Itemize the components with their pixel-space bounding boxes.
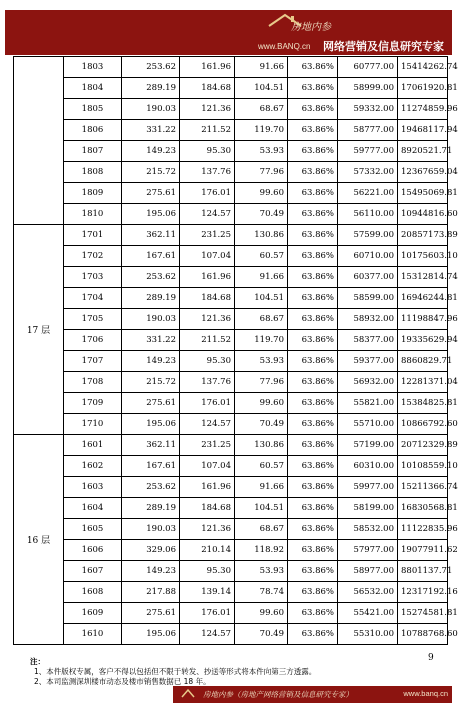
usage-rate-cell: 63.86%	[288, 78, 338, 99]
table-row	[14, 267, 448, 288]
building-area-cell: 167.61	[122, 246, 180, 267]
room-number-cell: 1610	[64, 624, 122, 645]
usage-rate-cell: 63.86%	[288, 225, 338, 246]
building-area-cell: 289.19	[122, 498, 180, 519]
room-number-cell: 1803	[64, 57, 122, 78]
table-row	[14, 288, 448, 309]
room-number-cell: 1708	[64, 372, 122, 393]
inner-area-cell: 137.76	[180, 162, 235, 183]
unit-price-cell: 55821.00	[338, 393, 398, 414]
total-price-cell: 15211366.74	[398, 477, 448, 498]
building-area-cell: 195.06	[122, 624, 180, 645]
unit-price-table	[13, 56, 458, 645]
table-row	[14, 477, 448, 498]
usage-rate-cell: 63.86%	[288, 393, 338, 414]
footer-text: 房地内参（房地产网络营销及信息研究专家）	[203, 690, 353, 699]
inner-area-cell: 161.96	[180, 477, 235, 498]
table-row	[14, 624, 448, 645]
total-price-cell: 12317192.16	[398, 582, 448, 603]
room-number-cell: 1602	[64, 456, 122, 477]
inner-area-cell: 139.14	[180, 582, 235, 603]
table-row	[14, 540, 448, 561]
page-footer-banner	[173, 686, 452, 703]
room-number-cell: 1705	[64, 309, 122, 330]
room-number-cell: 1607	[64, 561, 122, 582]
unit-price-cell: 55421.00	[338, 603, 398, 624]
inner-area-cell: 211.52	[180, 120, 235, 141]
unit-price-cell: 60710.00	[338, 246, 398, 267]
total-price-cell: 15312814.74	[398, 267, 448, 288]
total-price-cell: 10944816.60	[398, 204, 448, 225]
building-area-cell: 253.62	[122, 477, 180, 498]
usage-rate-cell: 63.86%	[288, 603, 338, 624]
shared-area-cell: 119.70	[235, 120, 288, 141]
building-area-cell: 253.62	[122, 57, 180, 78]
usage-rate-cell: 63.86%	[288, 183, 338, 204]
unit-price-cell: 59332.00	[338, 99, 398, 120]
table-row	[14, 141, 448, 162]
building-area-cell: 275.61	[122, 183, 180, 204]
total-price-cell: 10108559.10	[398, 456, 448, 477]
building-area-cell: 253.62	[122, 267, 180, 288]
building-area-cell: 331.22	[122, 120, 180, 141]
total-price-cell: 8860829.71	[398, 351, 448, 372]
unit-price-cell: 57599.00	[338, 225, 398, 246]
room-number-cell: 1807	[64, 141, 122, 162]
table-row	[14, 225, 448, 246]
table-row	[14, 393, 448, 414]
usage-rate-cell: 63.86%	[288, 57, 338, 78]
inner-area-cell: 231.25	[180, 435, 235, 456]
unit-price-cell: 58977.00	[338, 561, 398, 582]
inner-area-cell: 121.36	[180, 519, 235, 540]
table-row	[14, 162, 448, 183]
building-area-cell: 215.72	[122, 162, 180, 183]
room-number-cell: 1609	[64, 603, 122, 624]
room-number-cell: 1806	[64, 120, 122, 141]
usage-rate-cell: 63.86%	[288, 330, 338, 351]
unit-price-cell: 58377.00	[338, 330, 398, 351]
total-price-cell: 12281371.04	[398, 372, 448, 393]
table-row	[14, 498, 448, 519]
inner-area-cell: 124.57	[180, 414, 235, 435]
usage-rate-cell: 63.86%	[288, 582, 338, 603]
inner-area-cell: 231.25	[180, 225, 235, 246]
shared-area-cell: 99.60	[235, 603, 288, 624]
building-area-cell: 195.06	[122, 414, 180, 435]
usage-rate-cell: 63.86%	[288, 267, 338, 288]
room-number-cell: 1603	[64, 477, 122, 498]
inner-area-cell: 95.30	[180, 351, 235, 372]
inner-area-cell: 161.96	[180, 57, 235, 78]
usage-rate-cell: 63.86%	[288, 498, 338, 519]
usage-rate-cell: 63.86%	[288, 435, 338, 456]
total-price-cell: 11198847.96	[398, 309, 448, 330]
shared-area-cell: 70.49	[235, 414, 288, 435]
table-row	[14, 519, 448, 540]
usage-rate-cell: 63.86%	[288, 624, 338, 645]
shared-area-cell: 68.67	[235, 99, 288, 120]
shared-area-cell: 68.67	[235, 309, 288, 330]
total-price-cell: 11274859.96	[398, 99, 448, 120]
shared-area-cell: 130.86	[235, 225, 288, 246]
inner-area-cell: 124.57	[180, 624, 235, 645]
shared-area-cell: 118.92	[235, 540, 288, 561]
building-area-cell: 217.88	[122, 582, 180, 603]
total-price-cell: 16946244.81	[398, 288, 448, 309]
total-price-cell: 15495069.81	[398, 183, 448, 204]
building-area-cell: 289.19	[122, 288, 180, 309]
note-line-2: 2、本司监测深圳楼市动态及楼市销售数据已 18 年。	[34, 677, 211, 686]
shared-area-cell: 104.51	[235, 288, 288, 309]
shared-area-cell: 91.66	[235, 477, 288, 498]
inner-area-cell: 107.04	[180, 246, 235, 267]
unit-price-cell: 55310.00	[338, 624, 398, 645]
building-area-cell: 331.22	[122, 330, 180, 351]
shared-area-cell: 77.96	[235, 372, 288, 393]
room-number-cell: 1810	[64, 204, 122, 225]
inner-area-cell: 184.68	[180, 498, 235, 519]
total-price-cell: 15414262.74	[398, 57, 448, 78]
table-row	[14, 456, 448, 477]
shared-area-cell: 53.93	[235, 351, 288, 372]
unit-price-cell: 58777.00	[338, 120, 398, 141]
table-row	[14, 78, 448, 99]
building-area-cell: 149.23	[122, 561, 180, 582]
total-price-cell: 15384825.81	[398, 393, 448, 414]
table-row	[14, 183, 448, 204]
table-row	[14, 309, 448, 330]
usage-rate-cell: 63.86%	[288, 477, 338, 498]
usage-rate-cell: 63.86%	[288, 540, 338, 561]
shared-area-cell: 53.93	[235, 561, 288, 582]
total-price-cell: 19335629.94	[398, 330, 448, 351]
building-area-cell: 289.19	[122, 78, 180, 99]
unit-price-cell: 55710.00	[338, 414, 398, 435]
shared-area-cell: 53.93	[235, 141, 288, 162]
inner-area-cell: 161.96	[180, 267, 235, 288]
usage-rate-cell: 63.86%	[288, 120, 338, 141]
total-price-cell: 20857173.89	[398, 225, 448, 246]
room-number-cell: 1605	[64, 519, 122, 540]
building-area-cell: 329.06	[122, 540, 180, 561]
table-row	[14, 372, 448, 393]
inner-area-cell: 107.04	[180, 456, 235, 477]
room-number-cell: 1707	[64, 351, 122, 372]
shared-area-cell: 104.51	[235, 78, 288, 99]
shared-area-cell: 119.70	[235, 330, 288, 351]
total-price-cell: 10866792.60	[398, 414, 448, 435]
usage-rate-cell: 63.86%	[288, 561, 338, 582]
header-slogan: 网络营销及信息研究专家	[323, 40, 444, 53]
usage-rate-cell: 63.86%	[288, 141, 338, 162]
shared-area-cell: 70.49	[235, 624, 288, 645]
total-price-cell: 16830568.81	[398, 498, 448, 519]
usage-rate-cell: 63.86%	[288, 99, 338, 120]
total-price-cell: 8801137.71	[398, 561, 448, 582]
building-area-cell: 275.61	[122, 393, 180, 414]
building-area-cell: 362.11	[122, 435, 180, 456]
usage-rate-cell: 63.86%	[288, 204, 338, 225]
building-area-cell: 149.23	[122, 351, 180, 372]
floor-label-cell: 16 层	[14, 435, 64, 645]
building-area-cell: 167.61	[122, 456, 180, 477]
table-row	[14, 561, 448, 582]
total-price-cell: 17061920.81	[398, 78, 448, 99]
table-row	[14, 330, 448, 351]
shared-area-cell: 60.57	[235, 456, 288, 477]
building-area-cell: 190.03	[122, 309, 180, 330]
usage-rate-cell: 63.86%	[288, 351, 338, 372]
floor-label-cell	[14, 57, 64, 225]
table-row	[14, 603, 448, 624]
inner-area-cell: 137.76	[180, 372, 235, 393]
unit-price-cell: 58532.00	[338, 519, 398, 540]
shared-area-cell: 130.86	[235, 435, 288, 456]
shared-area-cell: 99.60	[235, 393, 288, 414]
table-row	[14, 351, 448, 372]
inner-area-cell: 121.36	[180, 99, 235, 120]
room-number-cell: 1805	[64, 99, 122, 120]
table-row	[14, 204, 448, 225]
total-price-cell: 19468117.94	[398, 120, 448, 141]
unit-price-cell: 60377.00	[338, 267, 398, 288]
building-area-cell: 190.03	[122, 99, 180, 120]
room-number-cell: 1704	[64, 288, 122, 309]
usage-rate-cell: 63.86%	[288, 414, 338, 435]
unit-price-cell: 58999.00	[338, 78, 398, 99]
room-number-cell: 1703	[64, 267, 122, 288]
table-row	[14, 57, 448, 78]
total-price-cell: 19077911.62	[398, 540, 448, 561]
usage-rate-cell: 63.86%	[288, 162, 338, 183]
site-url: www.BANQ.cn	[258, 42, 311, 51]
usage-rate-cell: 63.86%	[288, 246, 338, 267]
unit-price-cell: 56932.00	[338, 372, 398, 393]
unit-price-cell: 56221.00	[338, 183, 398, 204]
unit-price-cell: 59777.00	[338, 141, 398, 162]
unit-price-cell: 58932.00	[338, 309, 398, 330]
inner-area-cell: 176.01	[180, 183, 235, 204]
building-area-cell: 275.61	[122, 603, 180, 624]
total-price-cell: 11122835.96	[398, 519, 448, 540]
notes-block	[30, 657, 424, 687]
room-number-cell: 1809	[64, 183, 122, 204]
inner-area-cell: 184.68	[180, 78, 235, 99]
inner-area-cell: 211.52	[180, 330, 235, 351]
room-number-cell: 1808	[64, 162, 122, 183]
footer-url: www.banq.cn	[403, 689, 448, 698]
building-area-cell: 215.72	[122, 372, 180, 393]
unit-price-cell: 58199.00	[338, 498, 398, 519]
house-logo-icon	[181, 688, 195, 699]
usage-rate-cell: 63.86%	[288, 309, 338, 330]
inner-area-cell: 95.30	[180, 561, 235, 582]
inner-area-cell: 95.30	[180, 141, 235, 162]
table-row	[14, 99, 448, 120]
inner-area-cell: 184.68	[180, 288, 235, 309]
unit-price-cell: 56532.00	[338, 582, 398, 603]
shared-area-cell: 99.60	[235, 183, 288, 204]
room-number-cell: 1702	[64, 246, 122, 267]
table-row	[14, 582, 448, 603]
room-number-cell: 1606	[64, 540, 122, 561]
shared-area-cell: 91.66	[235, 267, 288, 288]
shared-area-cell: 91.66	[235, 57, 288, 78]
unit-price-cell: 56110.00	[338, 204, 398, 225]
shared-area-cell: 70.49	[235, 204, 288, 225]
shared-area-cell: 78.74	[235, 582, 288, 603]
table-row	[14, 246, 448, 267]
inner-area-cell: 121.36	[180, 309, 235, 330]
inner-area-cell: 176.01	[180, 603, 235, 624]
notes-heading: 注：	[30, 657, 45, 666]
unit-price-cell: 58599.00	[338, 288, 398, 309]
table-row	[14, 435, 448, 456]
total-price-cell: 10788768.60	[398, 624, 448, 645]
table-row	[14, 120, 448, 141]
table-row	[14, 414, 448, 435]
floor-label-cell: 17 层	[14, 225, 64, 435]
building-area-cell: 190.03	[122, 519, 180, 540]
shared-area-cell: 77.96	[235, 162, 288, 183]
room-number-cell: 1608	[64, 582, 122, 603]
total-price-cell: 15274581.81	[398, 603, 448, 624]
room-number-cell: 1604	[64, 498, 122, 519]
total-price-cell: 20712329.89	[398, 435, 448, 456]
unit-price-cell: 59977.00	[338, 477, 398, 498]
shared-area-cell: 104.51	[235, 498, 288, 519]
building-area-cell: 149.23	[122, 141, 180, 162]
inner-area-cell: 124.57	[180, 204, 235, 225]
unit-price-cell: 57199.00	[338, 435, 398, 456]
unit-price-cell: 57332.00	[338, 162, 398, 183]
page-number: 9	[428, 653, 434, 663]
unit-price-cell: 60777.00	[338, 57, 398, 78]
room-number-cell: 1709	[64, 393, 122, 414]
shared-area-cell: 68.67	[235, 519, 288, 540]
total-price-cell: 12367659.04	[398, 162, 448, 183]
room-number-cell: 1804	[64, 78, 122, 99]
room-number-cell: 1601	[64, 435, 122, 456]
inner-area-cell: 176.01	[180, 393, 235, 414]
inner-area-cell: 210.14	[180, 540, 235, 561]
unit-price-cell: 60310.00	[338, 456, 398, 477]
building-area-cell: 195.06	[122, 204, 180, 225]
usage-rate-cell: 63.86%	[288, 519, 338, 540]
brand-name: 房地内参	[291, 22, 331, 33]
room-number-cell: 1710	[64, 414, 122, 435]
unit-price-cell: 57977.00	[338, 540, 398, 561]
room-number-cell: 1706	[64, 330, 122, 351]
unit-price-cell: 59377.00	[338, 351, 398, 372]
shared-area-cell: 60.57	[235, 246, 288, 267]
usage-rate-cell: 63.86%	[288, 456, 338, 477]
page-header-banner	[5, 10, 452, 55]
usage-rate-cell: 63.86%	[288, 372, 338, 393]
total-price-cell: 8920521.71	[398, 141, 448, 162]
usage-rate-cell: 63.86%	[288, 288, 338, 309]
room-number-cell: 1701	[64, 225, 122, 246]
note-line-1: 1、本件版权专属，客户不得以包括但不限于转发、抄送等形式将本件向第三方透露。	[34, 667, 317, 676]
building-area-cell: 362.11	[122, 225, 180, 246]
total-price-cell: 10175603.10	[398, 246, 448, 267]
